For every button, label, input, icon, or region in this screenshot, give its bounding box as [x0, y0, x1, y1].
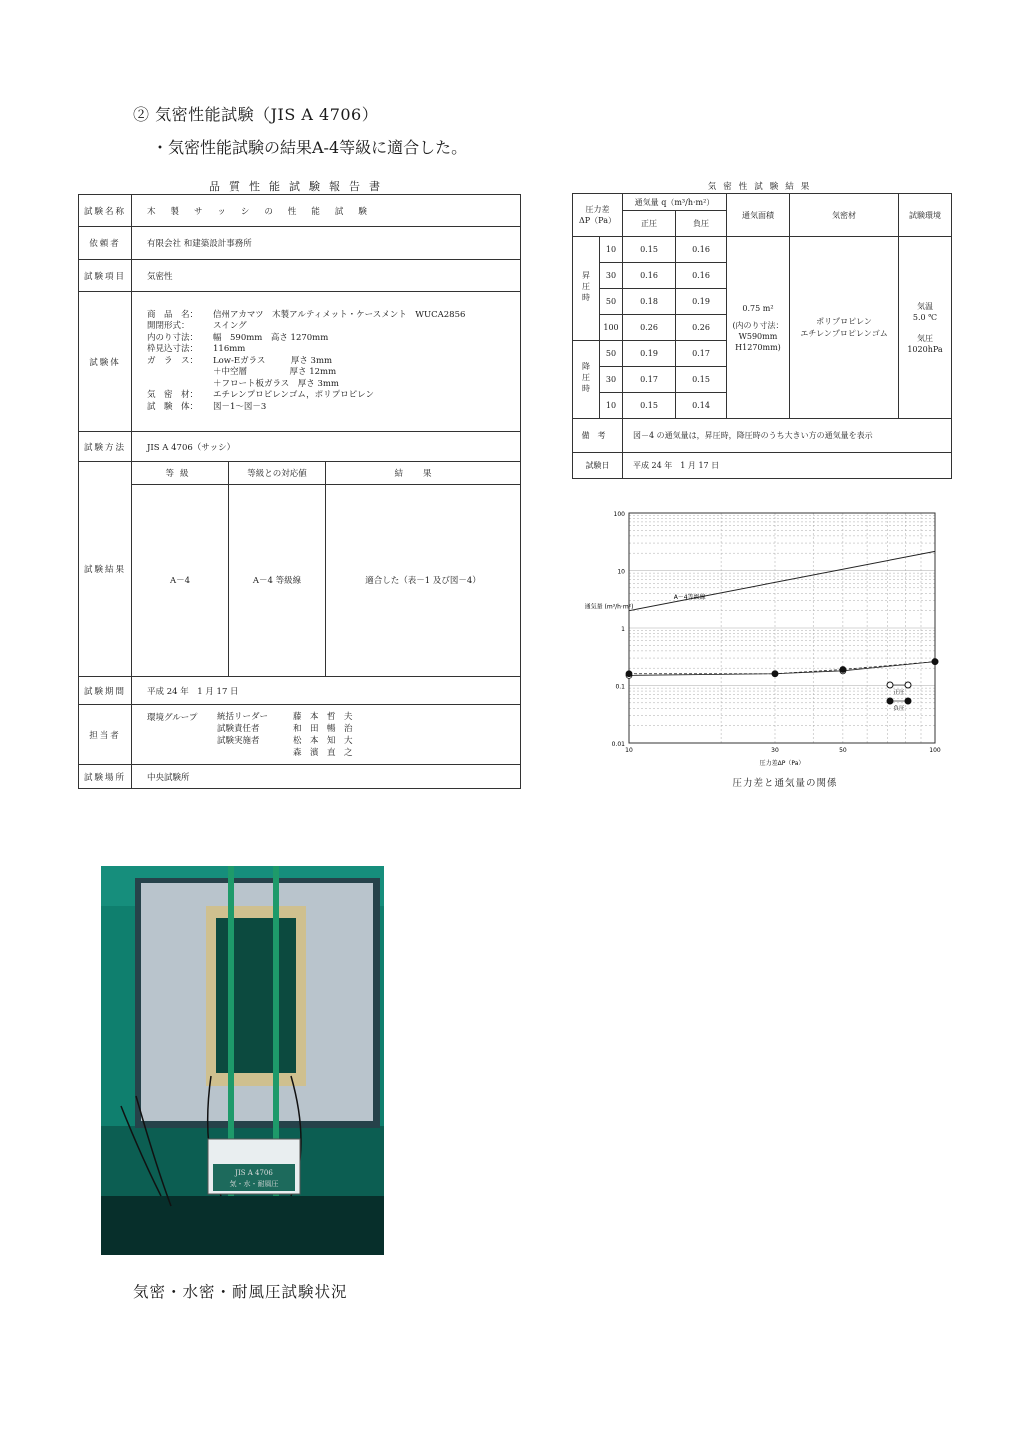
- specimen-value: Low-Eガラス 厚さ 3mm: [213, 355, 333, 366]
- specimen-value: エチレンプロピレンゴム，ポリプロピレン: [213, 390, 374, 401]
- specimen-details: [132, 292, 521, 432]
- area-value: 0.75 m²: [742, 303, 774, 313]
- specimen-value: ＋フロート板ガラス 厚さ 3mm: [213, 378, 339, 389]
- legend-marker: [887, 682, 893, 688]
- specimen-key: [147, 367, 213, 379]
- env-press: 1020hPa: [907, 344, 943, 354]
- env-temp: 5.0 ℃: [912, 312, 938, 322]
- specimen-key: ガ ラ ス：: [147, 355, 199, 366]
- staff-name: 藤 本 哲 夫: [293, 711, 353, 722]
- seal-cell: [790, 237, 899, 419]
- header-positive: 正圧: [623, 211, 676, 237]
- series-line: [629, 662, 935, 676]
- y-tick-label: 100: [613, 511, 625, 518]
- area-note2: W590mm: [738, 331, 778, 341]
- staff-role: 試験責任者: [217, 723, 260, 734]
- legend-marker: [887, 698, 893, 704]
- legend-marker: [905, 682, 911, 688]
- specimen-key: 商 品 名：: [147, 309, 199, 320]
- header-negative: 負圧: [676, 211, 727, 237]
- result-header-result: 結果: [326, 462, 521, 484]
- specimen-value: 116mm: [213, 344, 246, 355]
- up-dp-3: 50: [600, 289, 623, 315]
- series-line: [629, 662, 935, 674]
- specimen-key: 内のり寸法：: [147, 332, 199, 343]
- grade-line-label: A－4等級線: [673, 593, 706, 601]
- specimen-key: 気 密 材：: [147, 390, 199, 401]
- y-tick-label: 0.1: [615, 683, 625, 691]
- header-pressure: [573, 194, 623, 237]
- data-point: [626, 671, 632, 677]
- sign-line2: 気・水・耐風圧: [229, 1180, 279, 1188]
- header-seal: 気密材: [790, 194, 899, 237]
- test-name: 木製サッシの性能試験: [132, 195, 521, 227]
- staff-row: [217, 735, 353, 747]
- staff-role: 試験実施者: [217, 735, 260, 746]
- specimen-key: 試 験 体：: [147, 401, 199, 412]
- area-cell: [727, 237, 790, 419]
- down-label-cell: [573, 341, 600, 419]
- down-pos-2: 0.17: [623, 367, 676, 393]
- header-area: 通気面積: [727, 194, 790, 237]
- up-dp-2: 30: [600, 263, 623, 289]
- up-pos-2: 0.16: [623, 263, 676, 289]
- down-pos-1: 0.19: [623, 341, 676, 367]
- area-note1: (内のり寸法：: [732, 320, 784, 330]
- result-summary: ・気密性能試験の結果A-4等級に適合した。: [152, 138, 468, 157]
- specimen-value: 信州アカマツ 木製アルティメット・ケースメント WUCA2856: [213, 309, 466, 320]
- up-label: 昇圧時: [581, 271, 591, 304]
- result-header-value: 等級との対応値: [229, 462, 326, 484]
- data-point: [840, 666, 846, 672]
- y-axis-label: 通気量 (m³/h·m²): [585, 603, 634, 611]
- result-header-grade: 等級: [132, 462, 229, 484]
- section-heading: ② 気密性能試験（JIS A 4706）: [133, 105, 379, 124]
- down-label: 降圧時: [581, 362, 591, 395]
- specimen-key: [147, 379, 213, 391]
- label-period: 試験期間: [79, 677, 132, 705]
- legend-marker: [905, 698, 911, 704]
- down-pos-3: 0.15: [623, 393, 676, 419]
- specimen-value: 図－1～図－3: [213, 401, 267, 412]
- specimen-row: [147, 390, 516, 402]
- staff-row: [217, 747, 353, 759]
- specimen-list: [147, 310, 516, 414]
- x-tick-label: 10: [625, 747, 633, 754]
- date-label: 試験日: [573, 453, 623, 479]
- test-item: 気密性: [132, 260, 521, 292]
- up-neg-1: 0.16: [676, 237, 727, 263]
- sign-line1: JIS A 4706: [235, 1169, 273, 1177]
- up-pos-4: 0.26: [623, 315, 676, 341]
- specimen-key: 開閉形式：: [147, 321, 190, 332]
- up-neg-4: 0.26: [676, 315, 727, 341]
- test-report-table: [78, 194, 521, 789]
- down-dp-1: 50: [600, 341, 623, 367]
- staff-name: 松 本 知 大: [293, 735, 353, 746]
- specimen-row: [147, 379, 516, 391]
- data-point: [772, 671, 778, 677]
- specimen-value: 幅 590mm 高さ 1270mm: [213, 332, 329, 343]
- header-dp-label: ΔP（Pa）: [579, 216, 616, 225]
- test-photo: [101, 866, 384, 1255]
- label-test-name: 試験名称: [79, 195, 132, 227]
- remark-label: 備考: [573, 419, 623, 453]
- label-specimen: 試験体: [79, 292, 132, 432]
- staff-cell: [132, 705, 521, 765]
- up-label-cell: [573, 237, 600, 341]
- label-client: 依頼者: [79, 227, 132, 260]
- header-env: 試験環境: [899, 194, 952, 237]
- result-cell: [132, 462, 521, 677]
- up-pos-3: 0.18: [623, 289, 676, 315]
- legend-label: 正圧: [893, 690, 905, 696]
- label-test-item: 試験項目: [79, 260, 132, 292]
- header-flow: 通気量 q（m³/h·m²）: [623, 194, 727, 211]
- airtight-results-table: [572, 193, 952, 479]
- specimen-row: [147, 310, 516, 322]
- legend-label: 負圧: [893, 706, 905, 712]
- photo-caption: 気密・水密・耐風圧試験状況: [133, 1283, 348, 1301]
- specimen-row: [147, 333, 516, 345]
- y-tick-label: 1: [621, 626, 625, 633]
- area-note3: H1270mm): [735, 342, 781, 352]
- x-tick-label: 30: [771, 747, 779, 754]
- specimen-row: [147, 321, 516, 333]
- staff-role: 統括リーダー: [217, 711, 269, 722]
- x-tick-label: 100: [929, 747, 941, 754]
- grade-line: [629, 551, 935, 610]
- staff-name: 森 濱 直 之: [293, 747, 353, 758]
- down-neg-1: 0.17: [676, 341, 727, 367]
- specimen-row: [147, 402, 516, 414]
- up-neg-3: 0.19: [676, 289, 727, 315]
- result-table: [132, 462, 520, 676]
- staff-row: [217, 723, 353, 735]
- up-dp-1: 10: [600, 237, 623, 263]
- staff-list: [217, 711, 353, 759]
- result-value: A－4 等級線: [229, 484, 326, 676]
- down-neg-3: 0.14: [676, 393, 727, 419]
- x-tick-label: 50: [839, 747, 847, 754]
- label-result: 試験結果: [79, 462, 132, 677]
- env-temp-label: 気温: [917, 301, 933, 311]
- header-pressure-label: 圧力差: [585, 205, 610, 214]
- y-tick-label: 10: [617, 568, 625, 576]
- staff-role: [217, 747, 293, 759]
- result-result: 適合した（表－1 及び図－4）: [326, 484, 521, 676]
- env-cell: [899, 237, 952, 419]
- down-neg-2: 0.15: [676, 367, 727, 393]
- data-point: [932, 659, 938, 665]
- seal-1: ポリプロピレン: [816, 316, 872, 326]
- test-date: 平成 24 年 1 月 17 日: [623, 453, 952, 479]
- result-grade: A－4: [132, 484, 229, 676]
- up-dp-4: 100: [600, 315, 623, 341]
- label-method: 試験方法: [79, 432, 132, 462]
- staff-group: 環境グループ: [147, 712, 198, 723]
- specimen-row: [147, 367, 516, 379]
- pressure-flow-chart: [585, 505, 960, 770]
- test-rig-illustration: [101, 866, 384, 1255]
- airtight-table-title: 気密性試験結果: [707, 182, 817, 192]
- place: 中央試験所: [132, 765, 521, 789]
- label-place: 試験場所: [79, 765, 132, 789]
- specimen-value: スイング: [213, 321, 247, 332]
- up-pos-1: 0.15: [623, 237, 676, 263]
- specimen-key: 枠見込寸法：: [147, 344, 199, 355]
- method: JIS A 4706（サッシ）: [132, 432, 521, 462]
- client: 有限会社 和建築設計事務所: [132, 227, 521, 260]
- period: 平成 24 年 1 月 17 日: [132, 677, 521, 705]
- remark: 図－4 の通気量は，昇圧時，降圧時のうち大きい方の通気量を表示: [623, 419, 952, 453]
- env-press-label: 気圧: [917, 333, 933, 343]
- y-tick-label: 0.01: [611, 741, 625, 748]
- report-title: 品質性能試験報告書: [209, 180, 389, 193]
- chart-title: 圧力差と通気量の関係: [732, 778, 838, 789]
- down-dp-3: 10: [600, 393, 623, 419]
- seal-2: エチレンプロピレンゴム: [800, 328, 888, 338]
- label-staff: 担当者: [79, 705, 132, 765]
- specimen-row: [147, 356, 516, 368]
- down-dp-2: 30: [600, 367, 623, 393]
- specimen-row: [147, 344, 516, 356]
- specimen-value: ＋中空層 厚さ 12mm: [213, 367, 337, 378]
- staff-row: [217, 711, 353, 723]
- staff-name: 和 田 暢 治: [293, 723, 353, 734]
- x-axis-label: 圧力差ΔP（Pa）: [759, 760, 805, 767]
- up-neg-2: 0.16: [676, 263, 727, 289]
